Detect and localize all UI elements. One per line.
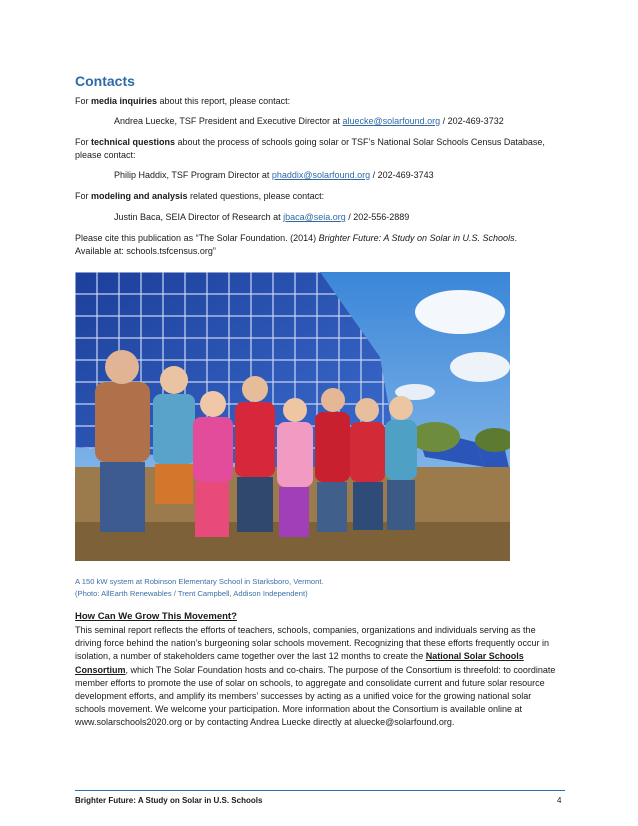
modeling-line: For modeling and analysis related questions, please contact: [75, 191, 325, 201]
footer-divider [75, 790, 565, 791]
technical-contact: Philip Haddix, TSF Program Director at phaddix@solarfound.org / 202-469-3743 [114, 170, 434, 180]
modeling-email-link[interactable]: jbaca@seia.org [283, 212, 346, 222]
technical-questions-line: For technical questions about the process of schools going solar or TSF’s National Solar Schools Census Database, please contact: [75, 137, 545, 160]
citation: Please cite this publication as “The Solar Foundation. (2014) Brighter Future: A Study on Solar in U.S. Schools. Available at: schools.tsfcensus.org” [75, 233, 518, 256]
section-heading: How Can We Grow This Movement? [75, 611, 237, 622]
body-paragraph: This seminal report reflects the efforts of teachers, schools, companies, organizations and individuals serving as the driving force behind the nation’s burgeoning solar schools movement. Recognizing that these efforts frequently occur in isolation, a number of stakeholders came together over the last 12 months to create the National Solar Schools Consortium, which The Solar Foundation hosts and co-chairs. The purpose of the Consortium is threefold: to coordinate member efforts to promote the use of solar on schools, to aggregate and consolidate current and future solar resource development efforts, and amplify its members’ successes by acting as a unified voice for the growing national solar schools movement. We welcome your participation. More information about the Consortium is available online at www.solarschools2020.org or by contacting Andrea Luecke directly at aluecke@solarfound.org. [75, 625, 556, 728]
technical-questions-label: technical questions [91, 137, 176, 147]
media-inquiries-label: media inquiries [91, 96, 158, 106]
media-contact: Andrea Luecke, TSF President and Executive Director at aluecke@solarfound.org / 202-469-3732 [114, 116, 504, 126]
media-inquiries-line: For media inquiries about this report, please contact: [75, 96, 291, 106]
technical-email-link[interactable]: phaddix@solarfound.org [271, 170, 371, 180]
modeling-label: modeling and analysis [91, 191, 188, 201]
consortium-name: National Solar Schools Consortium [75, 651, 524, 675]
page-number: 4 [557, 796, 562, 805]
photo-caption: A 150 kW system at Robinson Elementary School in Starksboro, Vermont. [75, 577, 324, 586]
modeling-contact: Justin Baca, SEIA Director of Research at jbaca@seia.org / 202-556-2889 [114, 212, 410, 222]
media-email-link[interactable]: aluecke@solarfound.org [342, 116, 441, 126]
photo-credit: (Photo: AllEarth Renewables / Trent Campbell, Addison Independent) [75, 589, 308, 598]
solar-school-photo [75, 272, 510, 561]
photo-illustration [75, 272, 510, 561]
footer-title: Brighter Future: A Study on Solar in U.S. Schools [75, 796, 263, 805]
contacts-heading: Contacts [75, 73, 135, 89]
